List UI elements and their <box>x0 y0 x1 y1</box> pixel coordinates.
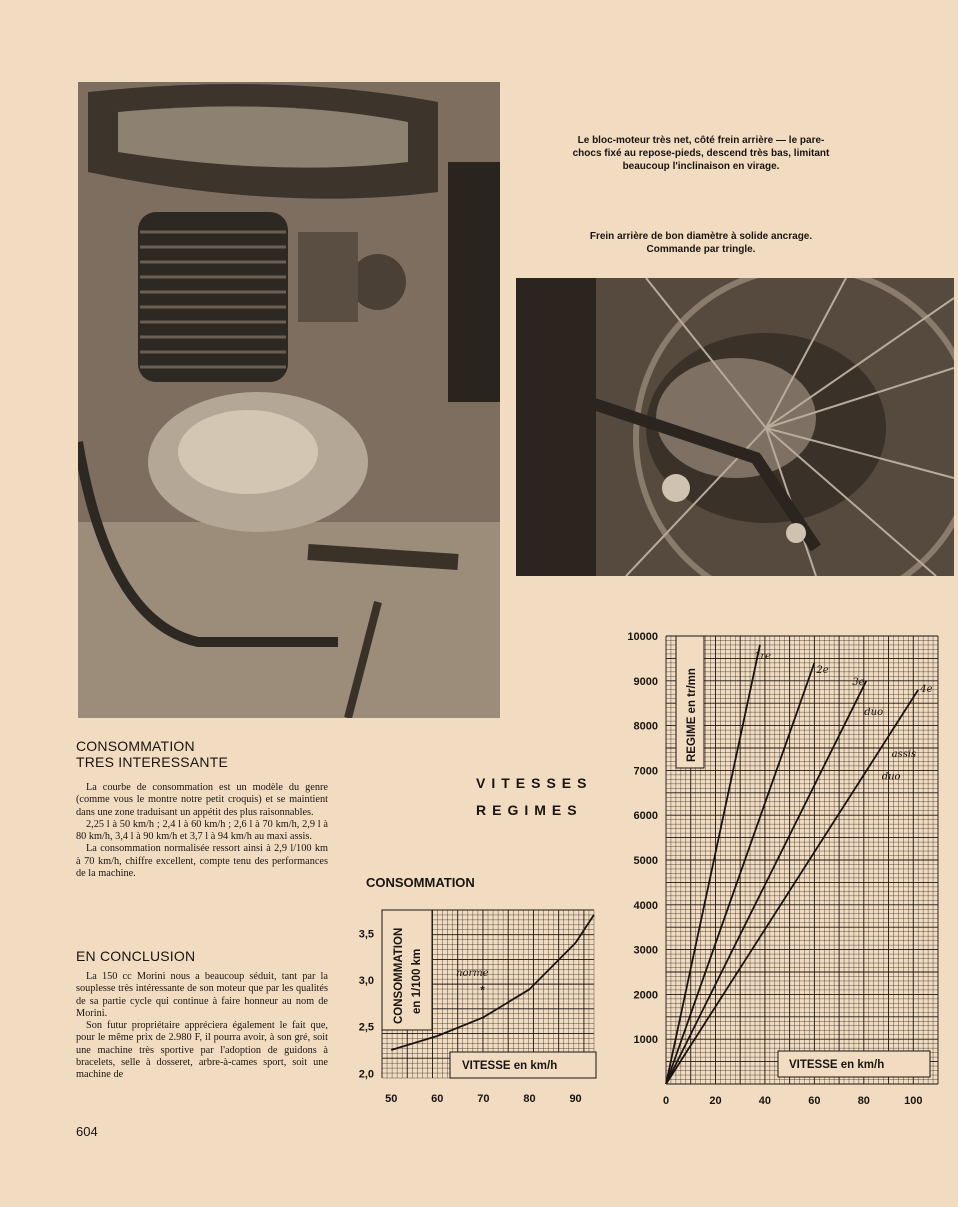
photo-caption-brake: Frein arrière de bon diamètre à solide ancrage. Commande par tringle. <box>589 231 813 255</box>
section-title-conclusion: EN CONCLUSION <box>76 948 196 964</box>
photo-caption-engine: Le bloc-moteur très net, côté frein arrière — le pare-chocs fixé au repose-pieds, descend très bas, limitant beaucoup l'inclinaison en virage. <box>572 135 830 172</box>
section-title-line-2: TRES INTERESSANTE <box>76 754 228 770</box>
regime-chart <box>620 630 950 1112</box>
x-tick-label: 80 <box>857 1095 870 1107</box>
section-title-line-1: CONSOMMATION <box>76 738 195 754</box>
handwritten-label: 4e <box>920 683 933 695</box>
rear-brake-photo <box>516 278 954 576</box>
handwritten-label: duo <box>881 771 901 783</box>
x-tick-label: 60 <box>431 1093 444 1105</box>
chart-heading-regimes: REGIMES <box>476 802 583 818</box>
norme-annotation: norme <box>456 968 489 979</box>
y-tick-label: 5000 <box>633 855 658 867</box>
handwritten-label: 3e <box>852 676 865 688</box>
y-tick-label: 3,5 <box>358 928 374 941</box>
paragraph: La courbe de consommation est un modèle du genre (comme vous le montre notre petit croquis) et se maintient dans une zone traduisant un appétit des plus raisonnables. <box>76 782 328 818</box>
handwritten-label: 2e <box>816 664 829 676</box>
y-tick-label: 7000 <box>633 765 658 778</box>
norme-marker: * <box>480 984 485 997</box>
engine-photo <box>78 82 500 718</box>
paragraph: La consommation normalisée ressort ainsi à 2,9 l/100 km à 70 km/h, chiffre excellent, compte tenu des performances de la machine. <box>76 843 328 880</box>
x-tick-label: 20 <box>709 1095 722 1107</box>
y-tick-label: 2,0 <box>358 1068 374 1081</box>
y-tick-label: 9000 <box>633 675 658 688</box>
y-tick-label: 4000 <box>633 899 658 912</box>
paragraph: La 150 cc Morini nous a beaucoup séduit, tant par la souplesse très intéressante de son moteur que par les qualités de sa partie cycle qui continue à faire honneur au nom de Morini. <box>76 971 328 1019</box>
y-axis-label-box <box>382 910 432 1030</box>
x-tick-label: 70 <box>477 1093 490 1105</box>
x-axis-label: VITESSE en km/h <box>462 1060 558 1072</box>
paragraph: 2,25 l à 50 km/h ; 2,4 l à 60 km/h ; 2,6 l à 70 km/h, 2,9 l à 80 km/h, 3,4 l à 90 km/h et 3,7 l à 94 km/h au maxi assis. <box>76 818 328 843</box>
y-tick-label: 3000 <box>633 944 658 957</box>
y-axis-label-line-1: CONSOMMATION <box>393 927 405 1024</box>
y-tick-label: 6000 <box>633 810 658 823</box>
paragraph: Son futur propriétaire appréciera également le fait que, pour le même prix de 2.980 F, il pourra avoir, à son gré, soit une machine très sportive par l'adoption de guidons à bracelets, selle à dosseret, arbre-à-cames sport, soit une machine de <box>76 1020 328 1081</box>
handwritten-label: assis <box>891 748 917 760</box>
y-tick-label: 3,0 <box>358 975 374 987</box>
section-title-consommation <box>76 738 228 770</box>
x-tick-label: 40 <box>758 1095 772 1107</box>
y-axis-label-line-2: en 1/100 km <box>411 948 423 1014</box>
y-tick-label: 10000 <box>627 631 658 643</box>
consommation-body <box>76 782 328 880</box>
x-tick-label: 60 <box>808 1095 821 1107</box>
x-tick-label: 100 <box>904 1095 923 1107</box>
y-tick-label: 2,5 <box>358 1021 374 1034</box>
y-tick-label: 2000 <box>633 989 658 1002</box>
x-tick-label: 50 <box>385 1093 398 1105</box>
chart-title-consommation: CONSOMMATION <box>366 875 475 890</box>
conclusion-body <box>76 971 328 1082</box>
y-tick-label: 1000 <box>633 1034 658 1047</box>
x-tick-label: 80 <box>523 1093 536 1105</box>
page-number: 604 <box>76 1124 98 1139</box>
chart-heading-vitesses: VITESSES <box>476 775 593 791</box>
y-axis-label: REGIME en tr/mn <box>686 668 698 762</box>
x-axis-label: VITESSE en km/h <box>789 1059 885 1071</box>
handwritten-label: 1re <box>753 650 772 662</box>
consumption-chart <box>350 904 600 1112</box>
y-tick-label: 8000 <box>633 720 658 733</box>
handwritten-label: duo <box>864 707 884 719</box>
x-tick-label: 0 <box>662 1095 670 1107</box>
x-tick-label: 90 <box>569 1093 582 1105</box>
